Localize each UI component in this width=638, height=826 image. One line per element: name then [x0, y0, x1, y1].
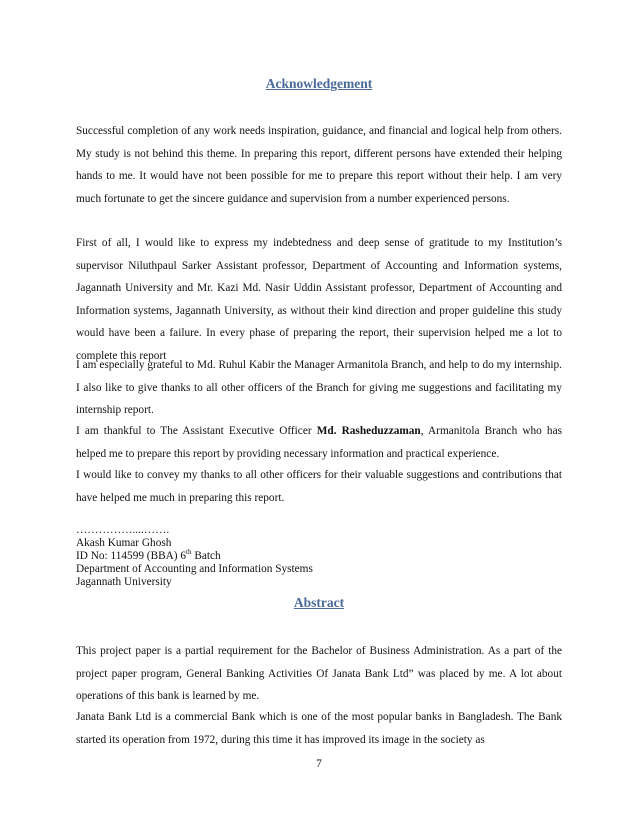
acknowledgement-paragraph-5: I would like to convey my thanks to all other officers for their valuable suggestions and contributions that have helped me much in preparing this report.: [76, 469, 562, 504]
abstract-title: Abstract: [293, 595, 345, 610]
page-number: 7: [316, 758, 322, 770]
signature-name: Akash Kumar Ghosh: [76, 537, 172, 549]
batch-superscript: th: [186, 548, 192, 557]
para4-text-before: I am thankful to The Assistant Executive Officer: [76, 425, 317, 437]
abstract-paragraph-1: This project paper is a partial requirement for the Bachelor of Business Administration. As a part of the project paper program, General Banking Activities Of Janata Bank Ltd” was placed by me. A lot about operations of this bank is learned by me.: [76, 645, 562, 703]
signature-university: Jagannath University: [76, 576, 172, 588]
signature-dots: ……………....…….: [76, 524, 170, 536]
acknowledgement-paragraph-1: Successful completion of any work needs inspiration, guidance, and financial and logical help from others. My study is not behind this theme. In preparing this report, different persons have extended their helping hands to me. It would have not been possible for me to prepare this report without their help. I am very much fortunate to get the sincere guidance and supervision from a number experienced persons.: [76, 125, 562, 205]
para4-bold-name: Md. Rasheduzzaman: [316, 425, 421, 437]
signature-id-line: ID No: 114599 (BBA) 6th Batch: [76, 548, 221, 562]
acknowledgement-paragraph-2: First of all, I would like to express my indebtedness and deep sense of gratitude to my Institution’s supervisor Niluthpaul Sarker Assistant professor, Department of Accounting and Information systems, Jagannath University and Mr. Kazi Md. Nasir Uddin Assistant professor, Department of Accounting and Information systems, Jagannath University, as without their kind direction and proper guideline this study would have been a failure. In every phase of preparing the report, their supervision helped me a lot to complete this report: [76, 237, 562, 362]
signature-block: [76, 524, 313, 589]
signature-department: Department of Accounting and Information Systems: [76, 563, 313, 575]
acknowledgement-paragraph-3: I am especially grateful to Md. Ruhul Kabir the Manager Armanitola Branch, and help to do my internship. I also like to give thanks to all other officers of the Branch for giving me suggestions and facilitating my internship report.: [76, 359, 562, 417]
acknowledgement-paragraph-4: [76, 420, 562, 465]
abstract-paragraph-2: Janata Bank Ltd is a commercial Bank which is one of the most popular banks in Bangladesh. The Bank started its operation from 1972, during this time it has improved its image in the society as: [76, 711, 562, 746]
acknowledgement-title: Acknowledgement: [265, 76, 373, 91]
para4-text-after: , Armanitola Branch who has helped me to prepare this report by providing necessary information and practical experience.: [76, 425, 562, 460]
